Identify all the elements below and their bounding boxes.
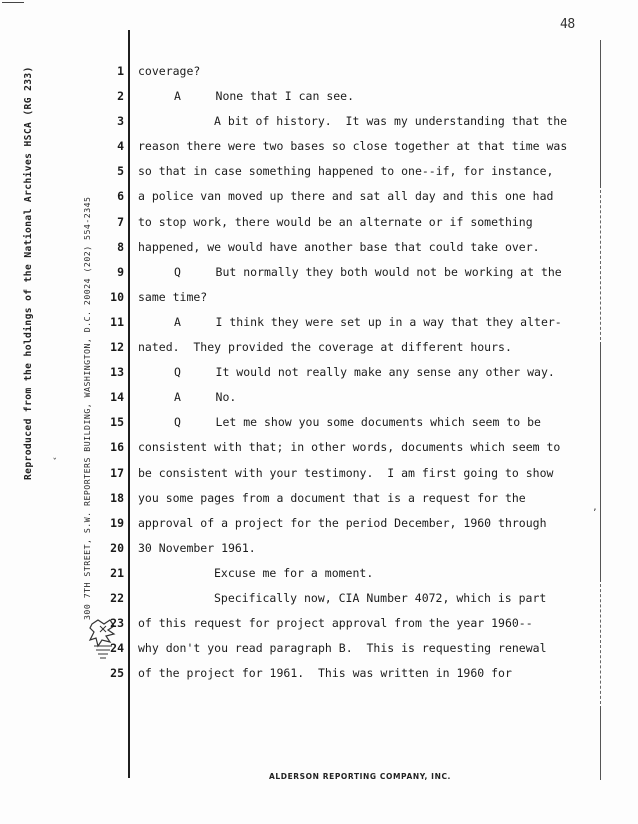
line-number: 14 <box>110 390 124 405</box>
line-number: 17 <box>110 465 124 480</box>
line-number: 5 <box>117 164 124 179</box>
line-number: 20 <box>110 540 124 555</box>
transcript-line: of the project for 1961. This was written in 1960 for <box>138 666 512 681</box>
transcript-line: be consistent with your testimony. I am first going to show <box>138 465 554 480</box>
line-number: 10 <box>110 289 124 304</box>
transcript-line: you some pages from a document that is a request for the <box>138 490 526 505</box>
line-number: 16 <box>110 440 124 455</box>
transcript-line: Q It would not really make any sense any other way. <box>174 365 555 380</box>
transcript-line: A None that I can see. <box>174 89 355 104</box>
reporter-address: 300 7TH STREET, S.W. REPORTERS BUILDING, WASHINGTON, D.C. 20024 (202) 554-2345 <box>82 196 92 620</box>
transcript-line: to stop work, there would be an alternate or if something <box>138 214 533 229</box>
line-number: 23 <box>110 616 124 631</box>
transcript-line: Q But normally they both would not be working at the <box>174 264 562 279</box>
line-number: 19 <box>110 515 124 530</box>
reporting-company-footer: ALDERSON REPORTING COMPANY, INC. <box>268 772 452 781</box>
archive-provenance-note: Reproduced from the holdings of the National Archives HSCA (RG 233) <box>23 66 34 480</box>
line-number: 4 <box>117 139 124 154</box>
line-number: 24 <box>110 641 124 656</box>
line-number: 2 <box>117 89 124 104</box>
transcript-line: consistent with that; in other words, documents which seem to <box>138 440 561 455</box>
page-number: 48 <box>560 17 575 32</box>
line-number: 6 <box>117 189 124 204</box>
transcript-line: Specifically now, CIA Number 4072, which is part <box>214 590 547 605</box>
transcript-line: reason there were two bases so close together at that time was <box>138 139 568 154</box>
transcript-line: happened, we would have another base that could take over. <box>138 239 540 254</box>
transcript-line: nated. They provided the coverage at different hours. <box>138 340 512 355</box>
line-number: 18 <box>110 490 124 505</box>
line-number: 9 <box>117 264 124 279</box>
line-number: 11 <box>110 314 124 329</box>
transcript-line: approval of a project for the period December, 1960 through <box>138 515 547 530</box>
transcript-line: A bit of history. It was my understanding that the <box>214 114 568 129</box>
transcript-line: Q Let me show you some documents which seem to be <box>174 415 541 430</box>
transcript-body <box>138 59 606 686</box>
transcript-line: why don't you read paragraph B. This is requesting renewal <box>138 641 547 656</box>
line-number: 12 <box>110 340 124 355</box>
line-number: 13 <box>110 365 124 380</box>
left-margin-rule <box>128 30 130 778</box>
transcript-line: of this request for project approval from the year 1960-- <box>138 616 533 631</box>
line-number: 1 <box>117 64 124 78</box>
transcript-line: a police van moved up there and sat all day and this one had <box>138 189 554 204</box>
transcript-line: A I think they were set up in a way that they alter- <box>174 314 562 329</box>
transcript-line: 30 November 1961. <box>138 540 256 555</box>
stray-scan-mark: ˇ <box>52 458 58 468</box>
line-number: 7 <box>117 214 124 229</box>
line-number: 8 <box>117 239 124 254</box>
line-number: 15 <box>110 415 124 430</box>
line-number: 3 <box>117 114 124 129</box>
transcript-line: A No. <box>174 390 237 405</box>
transcript-line: Excuse me for a moment. <box>214 565 374 580</box>
right-margin-rule <box>600 706 601 780</box>
transcript-line: same time? <box>138 289 208 304</box>
transcript-line: coverage? <box>138 64 201 78</box>
corner-scan-mark <box>2 2 24 3</box>
stray-scan-mark: ʼ <box>592 508 598 518</box>
line-number: 22 <box>110 590 124 605</box>
line-number: 25 <box>110 666 124 681</box>
line-number-column <box>100 59 124 686</box>
transcript-line: so that in case something happened to one--if, for instance, <box>138 164 554 179</box>
line-number: 21 <box>110 565 124 580</box>
